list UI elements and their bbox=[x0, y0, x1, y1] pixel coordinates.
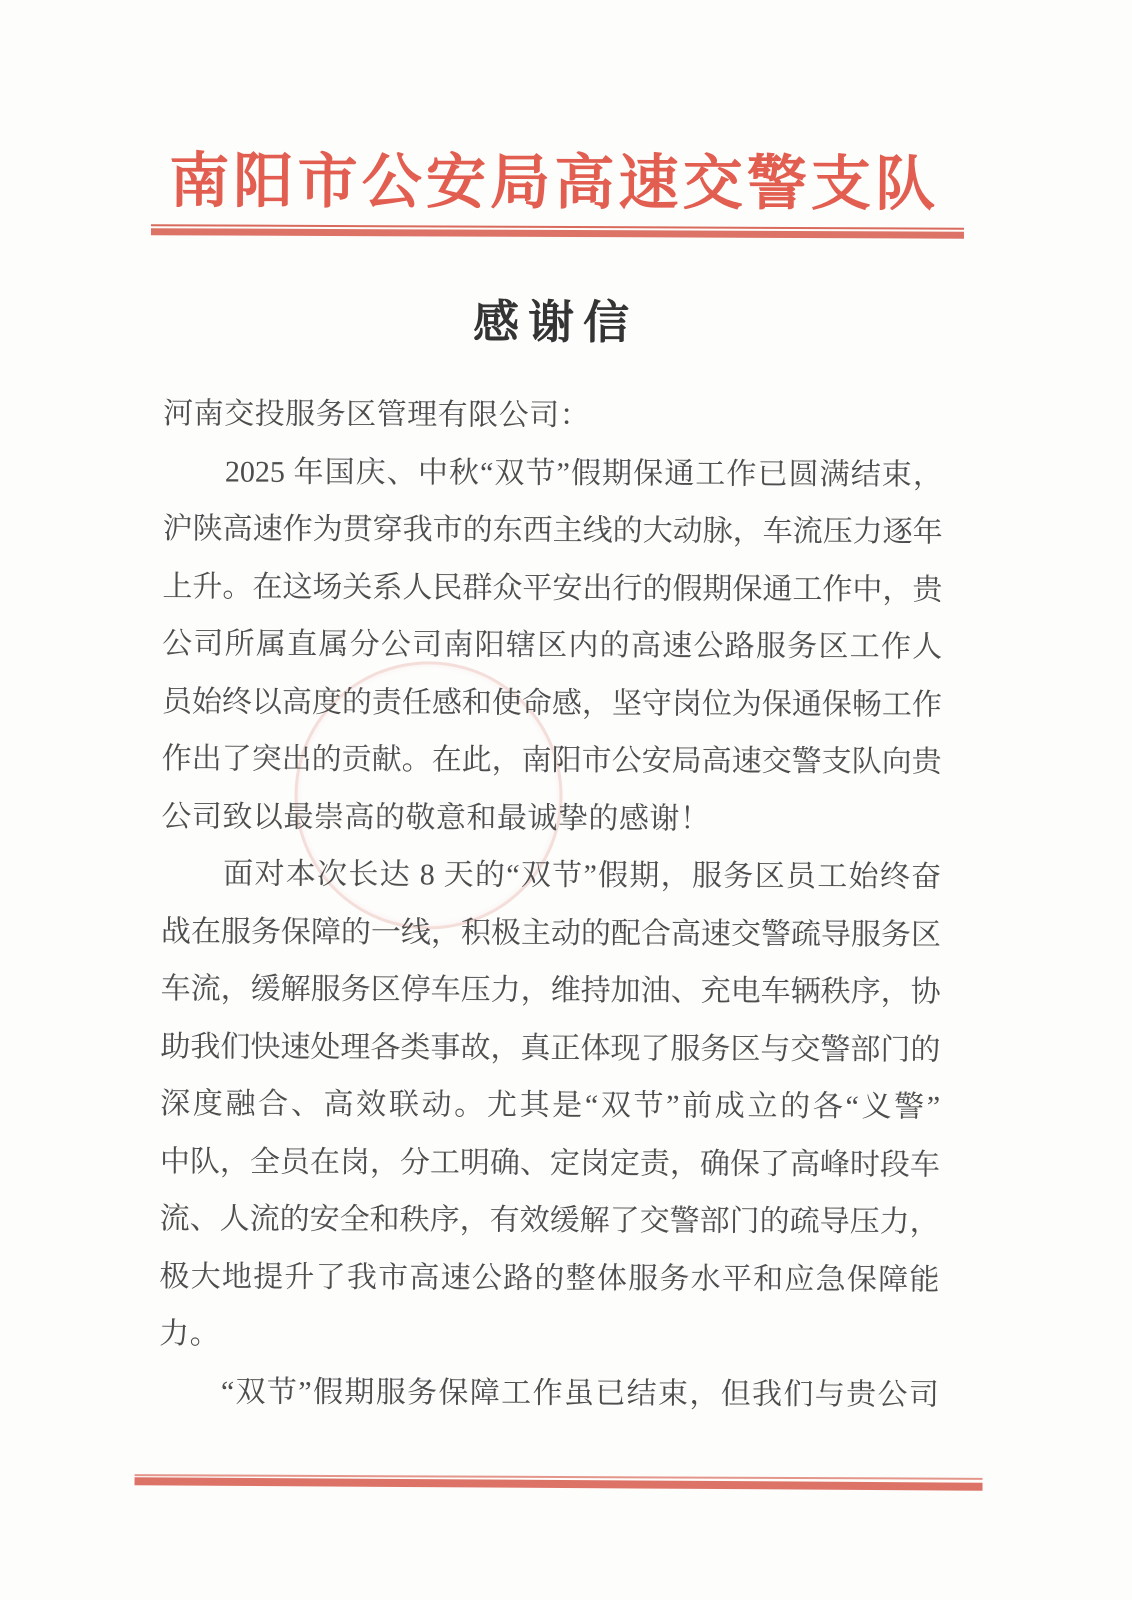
body-line: 深度融合、高效联动。尤其是“双节”前成立的各“义警” bbox=[160, 1087, 941, 1124]
body-line: 河南交投服务区管理有限公司： bbox=[163, 397, 591, 433]
body-line: 极大地提升了我市高速公路的整体服务水平和应急保障能 bbox=[159, 1259, 940, 1297]
body-line: 上升。在这场关系人民群众平安出行的假期保通工作中，贵 bbox=[162, 569, 943, 607]
body-line: 公司致以最崇高的敬意和最诚挚的感谢！ bbox=[161, 799, 711, 836]
body-line: “双节”假期服务保障工作虽已结束，但我们与贵公司 bbox=[220, 1375, 939, 1412]
body-line: 员始终以高度的责任感和使命感，坚守岗位为保通保畅工作 bbox=[161, 684, 943, 722]
body-line: 公司所属直属分公司南阳辖区内的高速公路服务区工作人 bbox=[162, 627, 943, 664]
body-line: 车流，缓解服务区停车压力，维持加油、充电车辆秩序，协 bbox=[160, 972, 941, 1009]
body-line: 助我们快速处理各类事故，真正体现了服务区与交警部门的 bbox=[160, 1029, 941, 1067]
body-line: 战在服务保障的一线，积极主动的配合高速交警疏导服务区 bbox=[160, 914, 941, 952]
body-line: 2025 年国庆、中秋“双节”假期保通工作已圆满结束， bbox=[224, 455, 944, 492]
document-title: 感谢信 bbox=[472, 296, 639, 349]
body-line: 作出了突出的贡献。在此，南阳市公安局高速交警支队向贵 bbox=[161, 742, 942, 779]
body-text bbox=[159, 385, 944, 1423]
body-line: 中队，全员在岗，分工明确、定岗定责，确保了高峰时段车 bbox=[159, 1144, 940, 1182]
body-line: 力。 bbox=[159, 1317, 221, 1351]
body-line: 流、人流的安全和秩序，有效缓解了交警部门的疏导压力， bbox=[159, 1202, 940, 1239]
letterhead-rule-thick bbox=[151, 228, 964, 239]
body-line: 沪陕高速作为贯穿我市的东西主线的大动脉，车流压力逐年 bbox=[162, 512, 943, 549]
letterhead-title: 南阳市公安局高速交警支队 bbox=[169, 148, 936, 218]
body-line: 面对本次长达 8 天的“双节”假期，服务区员工始终奋 bbox=[223, 857, 942, 894]
